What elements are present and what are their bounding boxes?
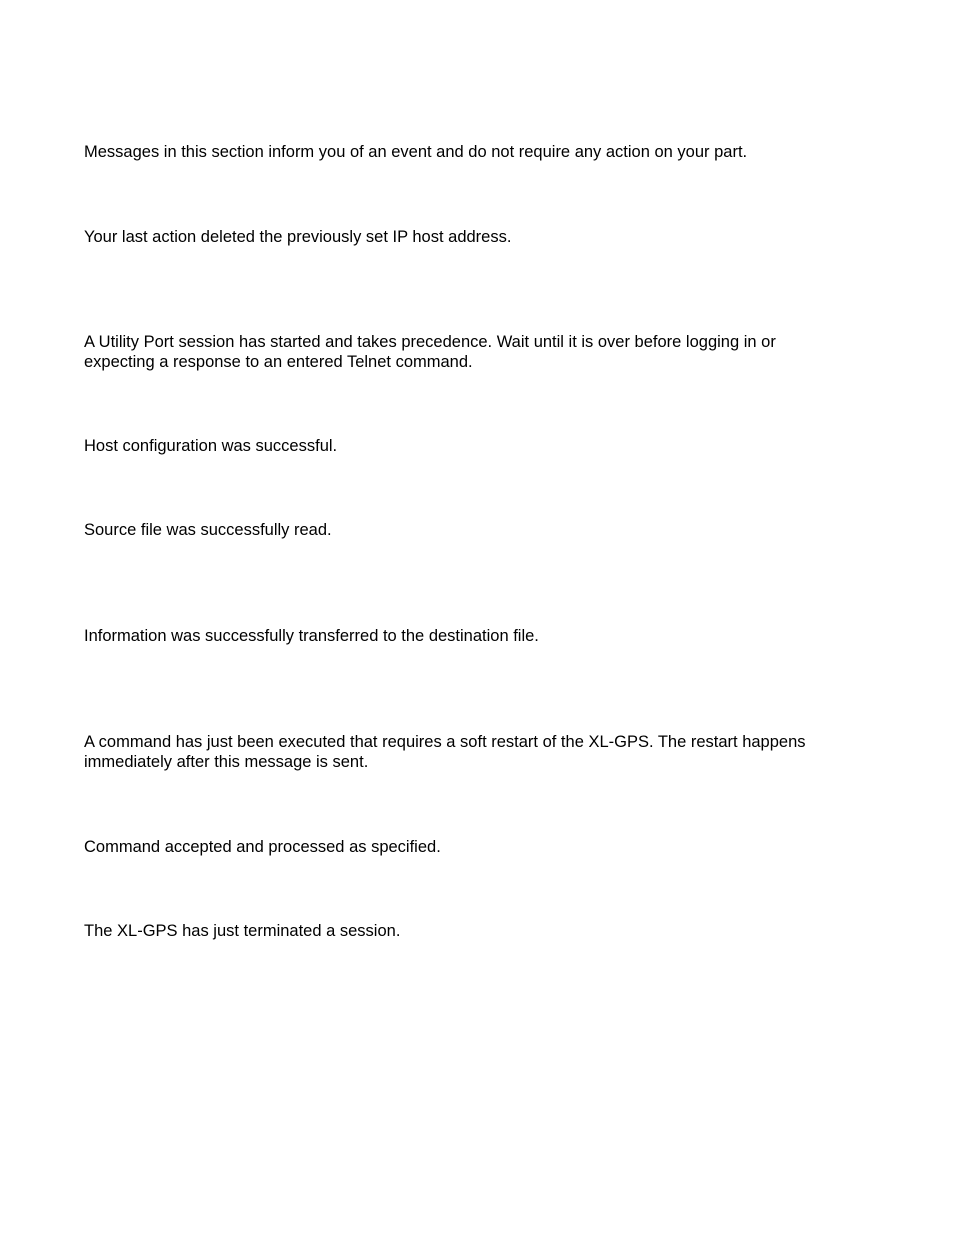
command-accepted-text: Command accepted and processed as specified. bbox=[84, 838, 441, 856]
host-config-text: Host configuration was successful. bbox=[84, 437, 338, 455]
info-transfer-message bbox=[84, 626, 864, 646]
info-transfer-text: Information was successfully transferred to the destination file. bbox=[84, 627, 539, 645]
soft-restart-message bbox=[84, 732, 864, 772]
host-config-success-message bbox=[84, 436, 864, 456]
source-file-read-message bbox=[84, 520, 864, 540]
utility-port-session-message bbox=[84, 332, 864, 372]
utility-port-text-line-2: expecting a response to an entered Telnet command. bbox=[84, 353, 473, 371]
session-terminated-message bbox=[84, 921, 864, 941]
soft-restart-text-line-2: immediately after this message is sent. bbox=[84, 753, 369, 771]
session-terminated-text: The XL-GPS has just terminated a session. bbox=[84, 922, 401, 940]
utility-port-text-line-1: A Utility Port session has started and takes precedence. Wait until it is over before logging in or bbox=[84, 333, 776, 351]
soft-restart-text-line-1: A command has just been executed that requires a soft restart of the XL-GPS. The restart happens bbox=[84, 733, 806, 751]
intro-text: Messages in this section inform you of an event and do not require any action on your part. bbox=[84, 143, 748, 161]
command-accepted-message bbox=[84, 837, 864, 857]
ip-host-deleted-message bbox=[84, 227, 864, 247]
source-file-read-text: Source file was successfully read. bbox=[84, 521, 332, 539]
ip-host-deleted-text: Your last action deleted the previously set IP host address. bbox=[84, 228, 512, 246]
intro-paragraph bbox=[84, 142, 864, 162]
